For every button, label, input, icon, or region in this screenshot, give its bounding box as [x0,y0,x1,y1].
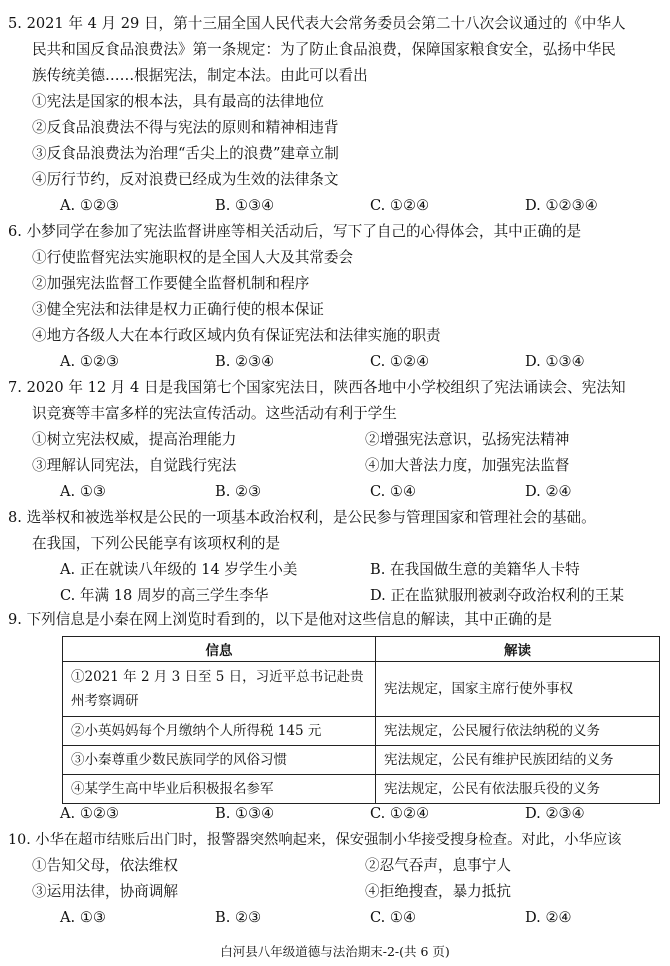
page-footer: 白河县八年级道德与法治期末-2-(共 6 页) [220,944,450,959]
q7-item-1: ①树立宪法权威，提高治理能力 [32,431,237,448]
q10-item-3: ③运用法律，协商调解 [32,883,178,900]
q9-option-a: A. ①②③ [60,805,120,822]
q5-stem-line-3: 族传统美德……根据宪法，制定本法。由此可以看出 [32,67,368,84]
q5-item-1: ①宪法是国家的根本法，具有最高的法律地位 [32,93,324,110]
table-cell-info-2: ②小英妈妈每个月缴纳个人所得税 145 元 [63,717,376,746]
q5-stem-line-2: 民共和国反食品浪费法》第一条规定：为了防止食品浪费，保障国家粮食安全，弘扬中华民 [32,41,616,58]
q5-option-b: B. ①③④ [215,197,275,214]
table-cell-info-1: ①2021 年 2 月 3 日至 5 日，习近平总书记赴贵州考察调研 [63,662,376,717]
table-row [63,662,660,717]
q8-option-c: C. 年满 18 周岁的高三学生李华 [60,587,269,604]
q10-option-b: B. ②③ [215,909,262,926]
q7-item-4: ④加大普法力度，加强宪法监督 [365,457,570,474]
table-cell-interpretation-3: 宪法规定，公民有维护民族团结的义务 [376,746,660,775]
q8-option-d: D. 正在监狱服刑被剥夺政治权利的王某 [370,587,624,604]
q9-option-c: C. ①②④ [370,805,430,822]
table-header-interpretation: 解读 [376,637,660,662]
q10-option-d: D. ②④ [525,909,572,926]
q8-option-a: A. 正在就读八年级的 14 岁学生小美 [60,561,298,578]
q6-item-3: ③健全宪法和法律是权力正确行使的根本保证 [32,301,324,318]
q7-stem-line-1: 7. 2020 年 12 月 4 日是我国第七个国家宪法日，陕西各地中小学校组织了宪法诵读会、宪法知 [8,379,626,396]
q9-stem-line-1: 9. 下列信息是小秦在网上浏览时看到的，以下是他对这些信息的解读，其中正确的是 [8,611,552,628]
table-cell-info-4: ④某学生高中毕业后积极报名参军 [63,775,376,804]
table-row [63,717,660,746]
q5-item-4: ④厉行节约，反对浪费已经成为生效的法律条文 [32,171,339,188]
q7-option-a: A. ①③ [60,483,106,500]
table-header-info: 信息 [63,637,376,662]
q9-option-d: D. ②③④ [525,805,585,822]
q6-option-d: D. ①③④ [525,353,585,370]
q8-option-b: B. 在我国做生意的美籍华人卡特 [370,561,580,578]
q9-info-table [62,636,660,804]
q6-stem-line-1: 6. 小梦同学在参加了宪法监督讲座等相关活动后，写下了自己的心得体会，其中正确的是 [8,223,582,240]
q5-item-3: ③反食品浪费法为治理“舌尖上的浪费”建章立制 [32,145,339,162]
q10-option-c: C. ①④ [370,909,417,926]
q10-stem-line-1: 10. 小华在超市结账后出门时，报警器突然响起来，保安强制小华接受搜身检查。对此，小华应该 [8,832,622,848]
q7-stem-line-2: 识竞赛等丰富多样的宪法宣传活动。这些活动有利于学生 [32,405,397,422]
q6-item-2: ②加强宪法监督工作要健全监督机制和程序 [32,275,310,292]
q10-item-2: ②忍气吞声，息事宁人 [365,857,511,874]
q10-item-1: ①告知父母，依法维权 [32,857,178,874]
q8-stem-line-1: 8. 选举权和被选举权是公民的一项基本政治权利，是公民参与管理国家和管理社会的基础。 [8,509,596,526]
q6-option-c: C. ①②④ [370,353,430,370]
q6-option-b: B. ②③④ [215,353,275,370]
q7-item-2: ②增强宪法意识，弘扬宪法精神 [365,431,570,448]
q7-option-c: C. ①④ [370,483,417,500]
q9-option-b: B. ①③④ [215,805,275,822]
q5-option-d: D. ①②③④ [525,197,598,214]
table-cell-info-3: ③小秦尊重少数民族同学的风俗习惯 [63,746,376,775]
table-cell-interpretation-1: 宪法规定，国家主席行使外事权 [376,662,660,717]
table-row [63,746,660,775]
q5-stem-line-1: 5. 2021 年 4 月 29 日，第十三届全国人民代表大会常务委员会第二十八次会议通过的《中华人 [8,15,626,32]
q5-option-a: A. ①②③ [60,197,120,214]
table-cell-interpretation-4: 宪法规定，公民有依法服兵役的义务 [376,775,660,804]
q7-item-3: ③理解认同宪法，自觉践行宪法 [32,457,237,474]
q6-item-4: ④地方各级人大在本行政区域内负有保证宪法和法律实施的职责 [32,327,441,344]
q10-option-a: A. ①③ [60,909,106,926]
q10-item-4: ④拒绝搜查，暴力抵抗 [365,883,511,900]
table-row [63,775,660,804]
q5-item-2: ②反食品浪费法不得与宪法的原则和精神相违背 [32,119,339,136]
q8-stem-line-2: 在我国，下列公民能享有该项权利的是 [32,535,281,552]
table-cell-interpretation-2: 宪法规定，公民履行依法纳税的义务 [376,717,660,746]
q5-option-c: C. ①②④ [370,197,430,214]
q6-item-1: ①行使监督宪法实施职权的是全国人大及其常委会 [32,249,354,266]
q7-option-b: B. ②③ [215,483,262,500]
q6-option-a: A. ①②③ [60,353,120,370]
q7-option-d: D. ②④ [525,483,572,500]
